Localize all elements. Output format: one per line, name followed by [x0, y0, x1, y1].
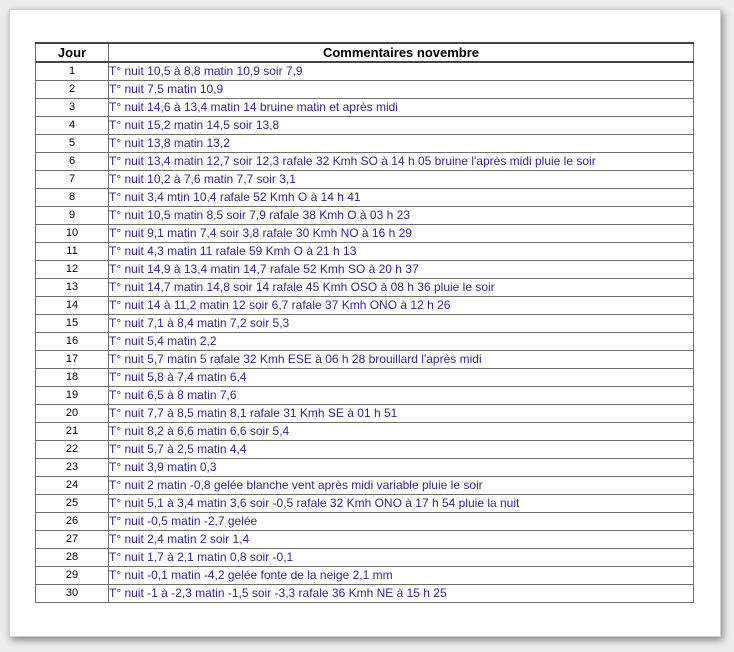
day-cell: 29 [36, 567, 109, 585]
day-cell: 14 [36, 297, 109, 315]
day-cell: 22 [36, 441, 109, 459]
day-cell: 26 [36, 513, 109, 531]
table-row [36, 531, 694, 549]
day-cell: 7 [36, 171, 109, 189]
table-row [36, 549, 694, 567]
day-cell: 11 [36, 243, 109, 261]
day-cell: 1 [36, 62, 109, 81]
comment-cell: T° nuit 5,4 matin 2,2 [109, 333, 694, 351]
table-row [36, 333, 694, 351]
day-cell: 5 [36, 135, 109, 153]
comment-cell: T° nuit 15,2 matin 14,5 soir 13,8 [109, 117, 694, 135]
comment-cell: T° nuit 6,5 à 8 matin 7,6 [109, 387, 694, 405]
day-cell: 3 [36, 99, 109, 117]
day-cell: 18 [36, 369, 109, 387]
comment-cell: T° nuit 14,7 matin 14,8 soir 14 rafale 45 Kmh OSO à 08 h 36 pluie le soir [109, 279, 694, 297]
day-cell: 2 [36, 81, 109, 99]
comment-cell: T° nuit 14,6 à 13,4 matin 14 bruine matin et après midi [109, 99, 694, 117]
header-comment: Commentaires novembre [109, 43, 694, 62]
table-row [36, 513, 694, 531]
comment-cell: T° nuit 7,1 à 8,4 matin 7,2 soir 5,3 [109, 315, 694, 333]
table-row [36, 62, 694, 81]
table-header [36, 43, 694, 62]
comment-cell: T° nuit 10,5 à 8,8 matin 10,9 soir 7,9 [109, 62, 694, 81]
day-cell: 4 [36, 117, 109, 135]
table-row [36, 423, 694, 441]
table-row [36, 495, 694, 513]
header-day: Jour [36, 43, 109, 62]
table-row [36, 405, 694, 423]
table-row [36, 135, 694, 153]
table-row [36, 261, 694, 279]
day-cell: 17 [36, 351, 109, 369]
day-cell: 20 [36, 405, 109, 423]
comment-cell: T° nuit 4,3 matin 11 rafale 59 Kmh O à 21 h 13 [109, 243, 694, 261]
comment-cell: T° nuit 3,4 mtin 10,4 rafale 52 Kmh O à 14 h 41 [109, 189, 694, 207]
comment-cell: T° nuit -1 à -2,3 matin -1,5 soir -3,3 rafale 36 Kmh NE à 15 h 25 [109, 585, 694, 603]
day-cell: 21 [36, 423, 109, 441]
comment-cell: T° nuit 5,7 matin 5 rafale 32 Kmh ESE à 06 h 28 brouillard l'après midi [109, 351, 694, 369]
table-row [36, 81, 694, 99]
comment-cell: T° nuit 10,2 à 7,6 matin 7,7 soir 3,1 [109, 171, 694, 189]
day-cell: 6 [36, 153, 109, 171]
table-body [36, 62, 694, 603]
header-row [36, 43, 694, 62]
comment-cell: T° nuit 5,8 à 7,4 matin 6,4 [109, 369, 694, 387]
day-cell: 30 [36, 585, 109, 603]
day-cell: 24 [36, 477, 109, 495]
day-cell: 19 [36, 387, 109, 405]
day-cell: 15 [36, 315, 109, 333]
table-row [36, 585, 694, 603]
comment-cell: T° nuit 13,4 matin 12,7 soir 12,3 rafale 32 Kmh SO à 14 h 05 bruine l'après midi pluie le soir [109, 153, 694, 171]
comment-cell: T° nuit 7,7 à 8,5 matin 8,1 rafale 31 Kmh SE à 01 h 51 [109, 405, 694, 423]
comment-cell: T° nuit 5,1 à 3,4 matin 3,6 soir -0,5 rafale 32 Kmh ONO à 17 h 54 pluie la nuit [109, 495, 694, 513]
document-page [9, 9, 721, 637]
table-row [36, 315, 694, 333]
comment-cell: T° nuit -0,1 matin -4,2 gelée fonte de la neige 2,1 mm [109, 567, 694, 585]
table-row [36, 279, 694, 297]
table-row [36, 225, 694, 243]
table-row [36, 153, 694, 171]
day-cell: 10 [36, 225, 109, 243]
comment-cell: T° nuit 3,9 matin 0,3 [109, 459, 694, 477]
table-row [36, 117, 694, 135]
table-row [36, 477, 694, 495]
day-cell: 12 [36, 261, 109, 279]
weather-comments-table [35, 42, 694, 603]
table-row [36, 243, 694, 261]
table-row [36, 297, 694, 315]
comment-cell: T° nuit 10,5 matin 8,5 soir 7,9 rafale 38 Kmh O à 03 h 23 [109, 207, 694, 225]
comment-cell: T° nuit 7,5 matin 10,9 [109, 81, 694, 99]
comment-cell: T° nuit -0,5 matin -2,7 gelée [109, 513, 694, 531]
table-row [36, 441, 694, 459]
comment-cell: T° nuit 8,2 à 6,6 matin 6,6 soir 5,4 [109, 423, 694, 441]
table-row [36, 387, 694, 405]
day-cell: 8 [36, 189, 109, 207]
day-cell: 16 [36, 333, 109, 351]
day-cell: 9 [36, 207, 109, 225]
day-cell: 13 [36, 279, 109, 297]
day-cell: 25 [36, 495, 109, 513]
table-row [36, 207, 694, 225]
day-cell: 28 [36, 549, 109, 567]
table-row [36, 459, 694, 477]
table-row [36, 99, 694, 117]
comment-cell: T° nuit 1,7 à 2,1 matin 0,8 soir -0,1 [109, 549, 694, 567]
comment-cell: T° nuit 14,9 à 13,4 matin 14,7 rafale 52 Kmh SO à 20 h 37 [109, 261, 694, 279]
table-row [36, 189, 694, 207]
comment-cell: T° nuit 5,7 à 2,5 matin 4,4 [109, 441, 694, 459]
comment-cell: T° nuit 9,1 matin 7,4 soir 3,8 rafale 30 Kmh NO à 16 h 29 [109, 225, 694, 243]
day-cell: 23 [36, 459, 109, 477]
table-row [36, 369, 694, 387]
table-row [36, 351, 694, 369]
comment-cell: T° nuit 2,4 matin 2 soir 1,4 [109, 531, 694, 549]
day-cell: 27 [36, 531, 109, 549]
comment-cell: T° nuit 2 matin -0,8 gelée blanche vent après midi variable pluie le soir [109, 477, 694, 495]
table-row [36, 567, 694, 585]
comment-cell: T° nuit 14 à 11,2 matin 12 soir 6,7 rafale 37 Kmh ONO à 12 h 26 [109, 297, 694, 315]
table-row [36, 171, 694, 189]
comment-cell: T° nuit 13,8 matin 13,2 [109, 135, 694, 153]
